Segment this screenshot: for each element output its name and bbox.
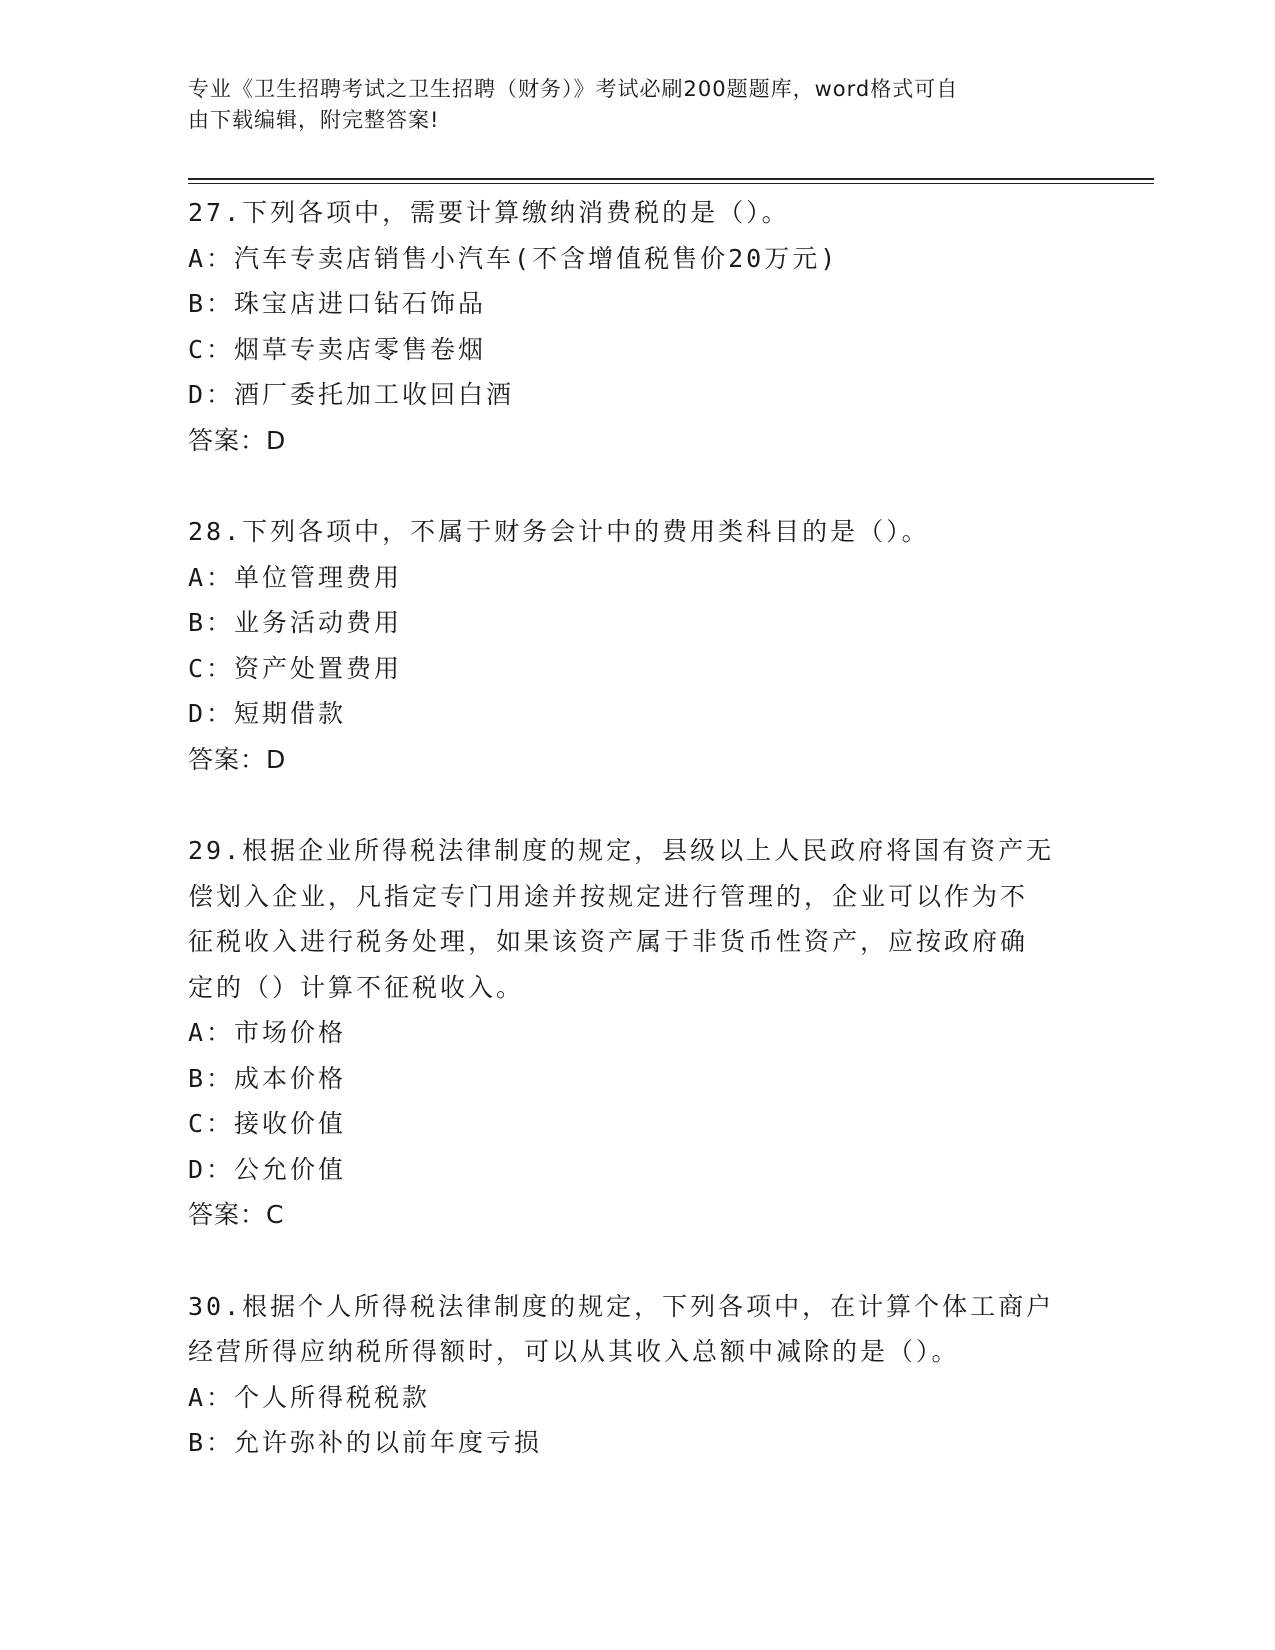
option-a: A：市场价格 — [188, 1018, 347, 1047]
header-divider-thick — [188, 178, 1154, 180]
option-c: C：接收价值 — [188, 1109, 347, 1138]
question-stem-line-4: 定的（）计算不征税收入。 — [188, 972, 525, 1002]
option-d: D：短期借款 — [188, 699, 347, 728]
question-29 — [188, 828, 1088, 1238]
document-header — [188, 74, 1068, 136]
option-a: A：汽车专卖店销售小汽车(不含增值税售价20万元) — [188, 243, 839, 273]
question-stem-line-1: 29.根据企业所得税法律制度的规定，县级以上人民政府将国有资产无 — [188, 836, 1055, 865]
answer: 答案：D — [188, 744, 287, 774]
question-list — [188, 190, 1088, 1466]
question-stem-line-2: 经营所得应纳税所得额时，可以从其收入总额中减除的是（）。 — [188, 1337, 960, 1366]
answer: 答案：C — [188, 1200, 285, 1229]
question-stem-line-1: 30.根据个人所得税法律制度的规定，下列各项中，在计算个体工商户 — [188, 1291, 1055, 1321]
option-b: B：业务活动费用 — [188, 608, 403, 637]
question-27 — [188, 190, 1088, 463]
option-c: C：资产处置费用 — [188, 653, 403, 683]
question-30 — [188, 1284, 1088, 1466]
question-stem-line-3: 征税收入进行税务处理，如果该资产属于非货币性资产，应按政府确 — [188, 927, 1029, 956]
option-a: A：单位管理费用 — [188, 562, 403, 592]
question-28 — [188, 509, 1088, 782]
option-d: D：公允价值 — [188, 1154, 347, 1184]
question-stem-line-2: 偿划入企业，凡指定专门用途并按规定进行管理的，企业可以作为不 — [188, 881, 1029, 911]
option-b: B：珠宝店进口钻石饰品 — [188, 289, 487, 318]
question-stem: 27.下列各项中，需要计算缴纳消费税的是（）。 — [188, 198, 790, 227]
question-stem: 28.下列各项中，不属于财务会计中的费用类科目的是（）。 — [188, 517, 930, 546]
header-divider-thin — [188, 183, 1154, 184]
option-b: B：成本价格 — [188, 1063, 347, 1093]
option-c: C：烟草专卖店零售卷烟 — [188, 334, 487, 364]
option-b: B：允许弥补的以前年度亏损 — [188, 1428, 543, 1457]
option-a: A：个人所得税税款 — [188, 1382, 431, 1412]
header-line-1: 专业《卫生招聘考试之卫生招聘（财务）》考试必刷200题题库，word格式可自 — [188, 77, 959, 101]
option-d: D：酒厂委托加工收回白酒 — [188, 380, 515, 409]
header-line-2: 由下载编辑，附完整答案! — [188, 108, 440, 132]
answer: 答案：D — [188, 425, 287, 455]
